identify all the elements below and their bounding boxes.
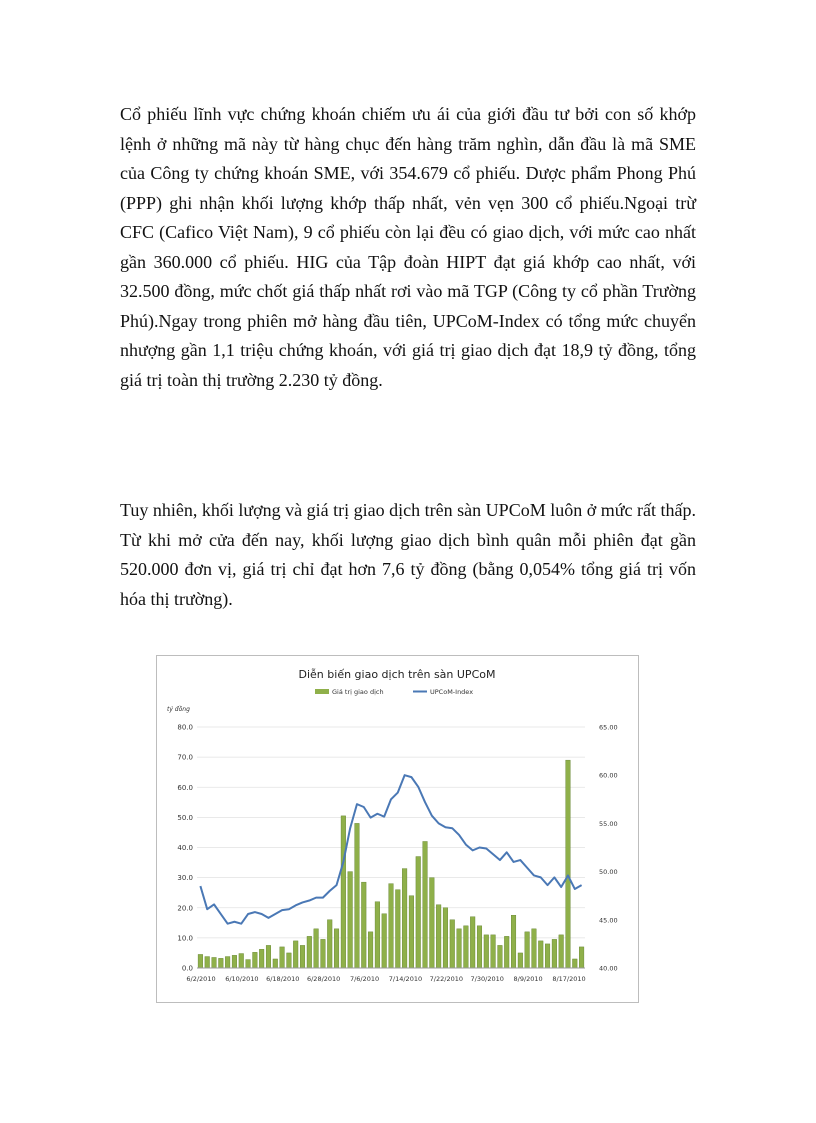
bar <box>300 945 305 968</box>
bar <box>470 917 475 968</box>
bar <box>307 936 312 968</box>
bar <box>314 929 319 968</box>
x-tick-label: 7/22/2010 <box>429 975 464 983</box>
left-tick-label: 10.0 <box>177 934 193 943</box>
bar <box>409 896 414 968</box>
bar <box>566 760 571 968</box>
bar <box>416 857 421 968</box>
bar <box>538 941 543 968</box>
bar <box>436 905 441 968</box>
right-tick-label: 55.00 <box>599 819 618 828</box>
left-tick-label: 70.0 <box>177 753 193 762</box>
bar <box>259 949 264 968</box>
x-tick-label: 7/14/2010 <box>388 975 423 983</box>
bar <box>348 872 353 968</box>
bar <box>450 920 455 968</box>
bar <box>423 841 428 968</box>
left-tick-label: 40.0 <box>177 844 193 852</box>
x-tick-label: 6/2/2010 <box>186 975 216 983</box>
x-tick-label: 8/9/2010 <box>513 975 543 983</box>
bar <box>253 952 258 968</box>
bar <box>572 959 577 968</box>
bar <box>321 939 326 968</box>
bar <box>327 920 332 968</box>
bar <box>518 953 523 968</box>
right-tick-label: 65.00 <box>599 723 618 732</box>
bar <box>552 939 557 968</box>
x-tick-label: 6/18/2010 <box>266 975 300 983</box>
x-tick-label: 7/30/2010 <box>470 975 504 983</box>
right-tick-label: 45.00 <box>599 916 618 925</box>
bar <box>525 932 530 968</box>
x-tick-label: 7/6/2010 <box>349 975 380 983</box>
bar <box>504 936 509 968</box>
bar <box>246 960 251 968</box>
left-tick-label: 0.0 <box>181 964 193 973</box>
bar <box>443 908 448 968</box>
bar <box>395 890 400 968</box>
left-axis-unit: tỷ đồng <box>167 706 190 713</box>
left-axis-ticks <box>177 724 193 973</box>
bar <box>545 944 550 968</box>
bar <box>532 929 537 968</box>
bar <box>273 959 278 968</box>
bar <box>484 935 489 968</box>
bar <box>511 915 516 968</box>
bar <box>382 914 387 968</box>
bar <box>266 945 271 968</box>
bar <box>430 878 435 968</box>
bar <box>491 935 496 968</box>
bar <box>477 926 482 968</box>
paragraph-2: Tuy nhiên, khối lượng và giá trị giao dịch trên sàn UPCoM luôn ở mức rất thấp. Từ khi mở cửa đến nay, khối lượng giao dịch bình quân mỗi phiên đạt gần 520.000 đơn vị, giá trị chỉ đạt hơn 7,6 tỷ đồng (bằng 0,054% tổng giá trị vốn hóa thị trường). <box>120 500 696 609</box>
bar <box>464 926 469 968</box>
right-tick-label: 40.00 <box>599 964 618 973</box>
bar <box>579 947 584 968</box>
right-tick-label: 60.00 <box>599 771 618 780</box>
paragraph-1: Cổ phiếu lĩnh vực chứng khoán chiếm ưu ái của giới đầu tư bởi con số khớp lệnh ở những mã này từ hàng chục đến hàng trăm nghìn, dẫn đầu là mã SME của Công ty chứng khoán SME, với 354.679 cổ phiếu. Dược phẩm Phong Phú (PPP) ghi nhận khối lượng khớp thấp nhất, vẻn vẹn 300 cổ phiếu.Ngoại trừ CFC (Cafico Việt Nam), 9 cổ phiếu còn lại đều có giao dịch, với mức cao nhất gần 360.000 cổ phiếu. HIG của Tập đoàn HIPT đạt giá khớp cao nhất, với 32.500 đồng, mức chốt giá thấp nhất rơi vào mã TGP (Công ty cổ phần Trường Phú).Ngay trong phiên mở hàng đầu tiên, UPCoM-Index có tổng mức chuyển nhượng gần 1,1 triệu chứng khoán, với giá trị giao dịch đạt 18,9 tỷ đồng, tổng giá trị toàn thị trường 2.230 tỷ đồng. <box>120 104 696 390</box>
bar <box>402 869 407 968</box>
chart-figure <box>156 655 639 1003</box>
bar <box>389 884 394 968</box>
bar <box>212 957 217 968</box>
bar <box>341 816 346 968</box>
bar <box>293 941 298 968</box>
chart-svg <box>157 656 638 1002</box>
x-tick-label: 6/10/2010 <box>225 975 259 983</box>
bar <box>559 935 564 968</box>
legend-label-line: UPCoM-Index <box>430 688 474 696</box>
bar <box>361 882 366 968</box>
left-tick-label: 20.0 <box>177 904 193 913</box>
bar <box>219 958 224 968</box>
bar <box>280 947 285 968</box>
left-tick-label: 60.0 <box>177 783 193 792</box>
x-tick-label: 6/28/2010 <box>306 975 341 983</box>
x-tick-label: 8/17/2010 <box>552 975 586 983</box>
bar <box>375 902 380 968</box>
bar <box>287 953 292 968</box>
legend-swatch-bars <box>315 689 329 694</box>
bar <box>198 954 203 968</box>
right-tick-label: 50.00 <box>599 868 618 877</box>
left-tick-label: 80.0 <box>177 723 193 732</box>
bar <box>457 929 462 968</box>
left-tick-label: 50.0 <box>177 813 193 822</box>
bar <box>239 954 244 968</box>
bar <box>232 955 237 968</box>
bar <box>225 957 230 968</box>
bar <box>334 929 339 968</box>
legend-label-bars: Giá trị giao dịch <box>332 688 384 696</box>
left-tick-label: 30.0 <box>177 874 193 883</box>
bar <box>368 932 373 968</box>
bar <box>355 823 360 968</box>
bar <box>498 945 503 968</box>
bar <box>205 957 210 968</box>
chart-title: Diễn biến giao dịch trên sàn UPCoM <box>298 668 496 681</box>
